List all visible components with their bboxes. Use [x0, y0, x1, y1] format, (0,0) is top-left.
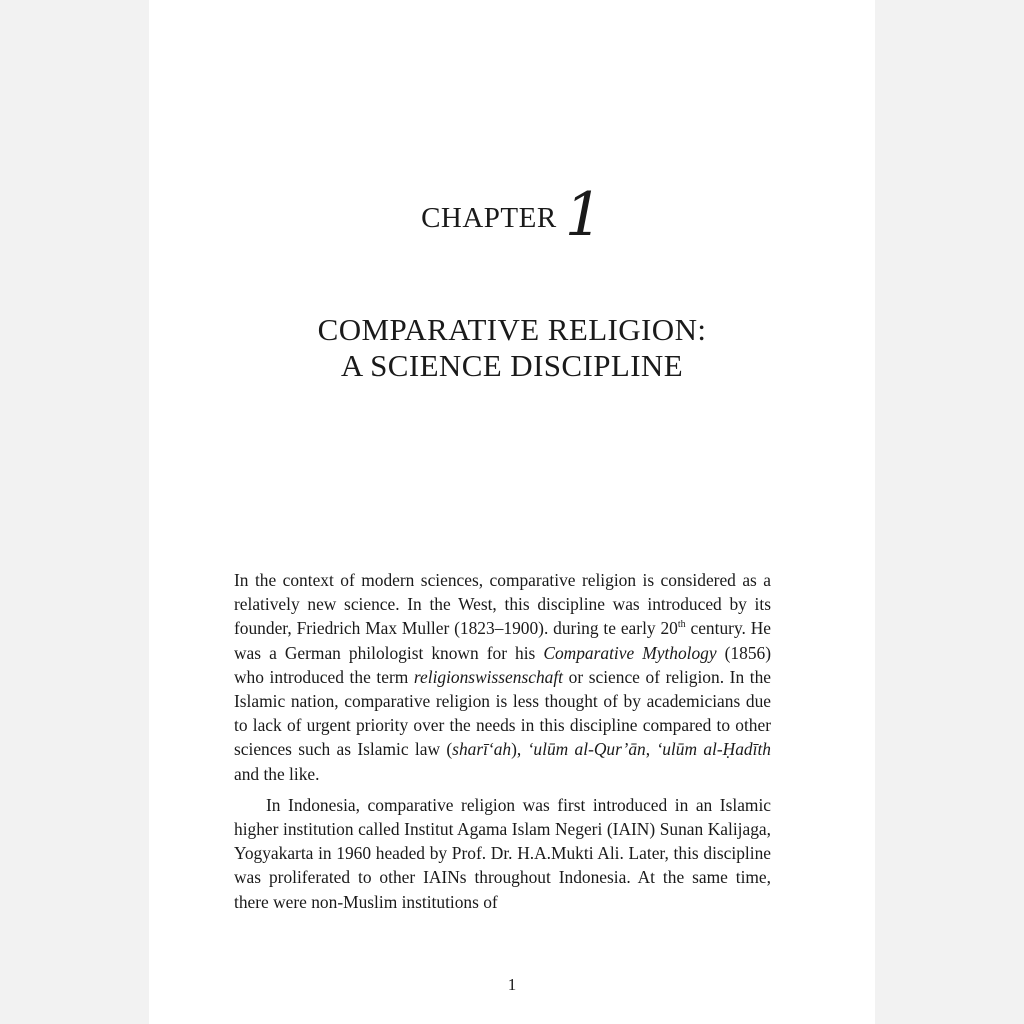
- superscript: th: [677, 619, 686, 631]
- term-italic: ‘ulūm al-Ḥadīth: [656, 739, 771, 760]
- paragraph-1-text: (1856) who introduced the term: [234, 642, 771, 687]
- chapter-number: 1: [564, 180, 603, 250]
- body-text: [234, 568, 771, 914]
- term-italic: religionswissenschaft: [413, 666, 564, 687]
- term-italic: ‘ulūm al-Qur’ān: [527, 739, 646, 760]
- chapter-title-line-1: COMPARATIVE RELIGION:: [317, 312, 707, 347]
- book-title-italic: Comparative Mythology: [543, 642, 717, 663]
- chapter-title: [149, 312, 875, 384]
- paragraph-1-text: ,: [645, 739, 657, 760]
- chapter-label: CHAPTER: [421, 202, 557, 234]
- term-italic: sharī‘ah: [452, 739, 512, 760]
- paragraph-1: [234, 568, 771, 786]
- paragraph-1-text: In the context of modern sciences, comparative religion is considered as a relatively new science. In the West, this discipline was introduced by its founder, Friedrich Max Muller (1823–1900). during te early 20: [234, 570, 771, 639]
- paragraph-1-text: ),: [511, 739, 528, 760]
- chapter-title-line-2: A SCIENCE DISCIPLINE: [340, 348, 684, 383]
- paragraph-1-text: century. He was a German philologist known for his: [234, 618, 771, 663]
- paragraph-1-text: and the like.: [234, 763, 320, 784]
- chapter-heading: [149, 172, 875, 250]
- paragraph-2: In Indonesia, comparative religion was first introduced in an Islamic higher institution called Institut Agama Islam Negeri (IAIN) Sunan Kalijaga, Yogyakarta in 1960 headed by Prof. Dr. H.A.Mukti Ali. Later, this discipline was proliferated to other IAINs throughout Indonesia. At the same time, there were non-Muslim institutions of: [234, 794, 771, 912]
- book-page: [149, 0, 875, 1024]
- page-number: 1: [507, 975, 517, 994]
- paragraph-1-text: or science of religion. In the Islamic nation, comparative religion is less thought of by academicians due to lack of urgent priority over the needs in this discipline compared to other sciences such as Islamic law (: [234, 666, 771, 760]
